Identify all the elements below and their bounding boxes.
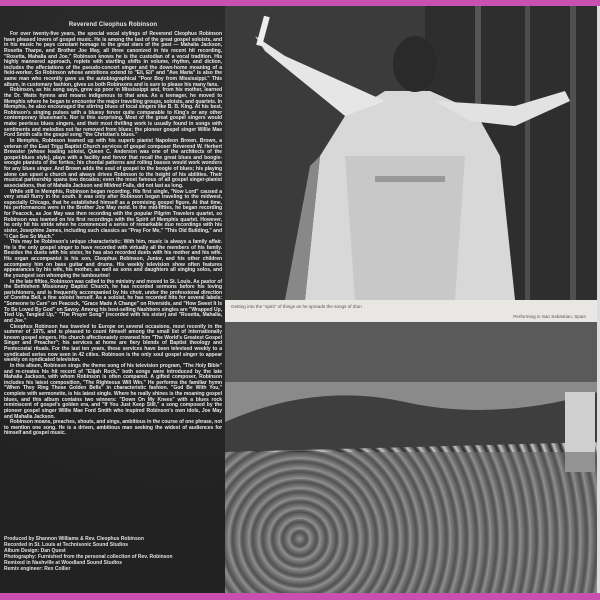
liner-notes-title: Reverend Cleophus Robinson	[68, 22, 158, 28]
credit-line: Album Design: Dan Quest	[4, 548, 66, 554]
credit-line: Photography: Furnished from the personal collection of Rev. Robinson	[4, 554, 173, 560]
singer-photo-graphic	[225, 6, 598, 300]
liner-paragraph: In this album, Robinson sings the theme song of his television program, "The Holy Bible" and re-creates his hit record of "Elijah Rock," both songs were introduced by the late Mahalia Jackson, with whom Robinson is often compared. A gifted composer, Robinson includes his latest composition, "The Righteous Will Win." He performs the familiar hymn "When They Ring Those Golden Bells" in characteristic fashion. "God Be With You," complete with sermonette, is his latest single. Where he really shines is the moaning gospel blues, and this album contains two winners: "Down On My Knees" with a blues rock reminiscent of gospel's golden era, and "If You Just Keep Still," a song composed by the pioneer gospel singer Willie Mae Ford Smith who inspired Robinson's own idols, Joe May and Mahalia Jackson.	[4, 362, 222, 420]
photo-singer-arms-outstretched	[225, 6, 598, 300]
liner-paragraph: In the late fifties, Robinson was called to the ministry and moved to St. Louis. As pastor of the Bethlehem Missionary Baptist Church, he has recorded sermons before his loving parishioners, and is frequently accompanied by his choir, under the professional direction of Coretha Bell, a fine soloist herself. As a soloist, he has recorded hits for several labels: "Someone to Care" on Peacock, "Grace Made A Change" on Riverside, and "How Sweet It Is To Be Loved By God" on Savoy. Among his best-selling Nashboro singles are "Wrapped Up, Tied Up, Tangled Up," "The Prayer Song" (recorded with his sister) and "Rosetta, Mahalia, and Joe."	[4, 278, 222, 324]
album-credits	[4, 536, 173, 572]
liner-paragraph: Robinson, as his song says, grew up poor in Mississippi and, from his mother, learned the Dr. Watts hymns and moans indigenous to that area. As a teenager, he moved to Memphis where he began to encounter the major travelling groups, soloists, and quartets. In Memphis, he also encouraged the stirring blues of local singers like B. B. King. At his best, Robinson's singing pulses with a bluesy fervor quite comparable to King's or any other contemporary bluesman's. Nor is this surprising. Most of the great gospel singers would make peerless blues singers, and their most thrilling work is usually found in songs with sentiments and melodies not far removed from blues; the pioneer gospel singer Willie Mae Ford Smith calls the gospel song "the Christian's blues."	[4, 87, 222, 139]
caption-bottom-photo: Performing in San Sebastian, Spain	[513, 314, 586, 319]
caption-strip	[225, 300, 598, 322]
liner-paragraph: Robinson moans, preaches, shouts, and sings, ambitious in the course of one phrase, not to mention one song. He is a driven, ambitious man seeking the widest of audiences for himself and gospel music.	[4, 419, 222, 437]
credit-line: Recorded in St. Louis at Technisonic Sound Studios	[4, 542, 129, 548]
liner-paragraph: In Memphis, Robinson teamed up with his superb pianist Napoleon Brown. Brown, a veteran of the East Trigg Baptist Church services of gospel composer Reverend W. Herbert Brewster (whose leading soloist, Queen C. Anderson was one of the architects of the gospel-blues style), plays with a facility and fervor that recall the great blues and boogie-woogie pianists of the forties; his chordal patterns and rolling basses would work wonders for any blues singer. And Brown adds the soul of gospel to the boogie of blues; his playing alone can upset a church and always drives Robinson to the height of his abilities. Their musical partnership spans two decades; even the most famous of all gospel singer-pianist associations, that of Mahalia Jackson and Mildred Falls, did not last as long.	[4, 137, 222, 189]
crowd-photo-graphic	[225, 322, 598, 593]
liner-paragraph: Cleophus Robinson has traveled to Europe on several occasions, most recently in the summer of 1975, and is pleased to count himself among the small list of internationally known gospel singers. His church affectionately crowned him "The World's Greatest Gospel Singer and Preacher"; his services at home are fiery blends of Baptist theology and Pentecostal rituals. For the last ten years, these services have been televised weekly to a syndicated series now seen in 42 cities. Robinson is the only soul gospel singer to appear weekly on syndicated television.	[4, 323, 222, 364]
liner-paragraph: For over twenty-five years, the special vocal stylings of Reverend Cleophus Robinson have pleased lovers of gospel music. He is among the last of the great gospel soloists, and in his music he pays constant homage to the great stars of the past — Mahalia Jackson, Rosetta Tharpe, and Brother Joe May, all three canonized in his recent hit recording, "Rosetta, Mahalia and Joe." Robinson knows he is the custodian of a vocal tradition. His highly mannered approach, replete with startling shifts in volume, rhythm, and diction, includes the affectations of the pseudo-concert singer and the down-home moaning of a field-worker. So Robinson whose ambitions extend to "Eli, Eli" and "Ave Maria" is also the same man who recently gave us the autobiographical "Poor Boy from Mississippi." This album, in customary fashion, gives us both Robinsons and is sure to please his many fans.	[4, 31, 222, 88]
credit-line: Remixed in Nashville at Woodland Sound Studios	[4, 560, 122, 566]
credit-line: Produced by Shannon Williams & Rev. Cleophus Robinson	[4, 536, 144, 542]
caption-top-photo: Getting into the "spirit" of things as he spreads the songs of Zion	[231, 304, 362, 309]
credit-line: Remix engineer: Rex Collier	[4, 566, 71, 572]
liner-paragraph: This may be Robinson's unique characteristic: With him, music is always a family affair. He is the only gospel singer to have recorded with virtually all the members of his family. Besides the duets with his sister, he has also recorded duets with his mother and his wife. His organ accompanist is his son, Cleophus Robinson, Junior, and his other children accompany him on bass guitar and drums. His weekly television show often features appearances by his wife, his mother, as well as sons and daughters all singing solos, and the youngest son whomping the tambourine!	[4, 239, 222, 279]
liner-notes	[4, 22, 222, 437]
photo-concert-crowd	[225, 322, 598, 593]
liner-paragraph: While still in Memphis, Robinson began recording. His first single, "Now Lord" caused a very small flurry in the south. It was only after Robinson began traveling to the midwest, especially Chicago, that he established himself as a promising gospel figure. At that time, his performances were in the Brother Joe May mold. In the mid-fifties, he began recording for Peacock, as Joe May was then recording with the popular Pilgrim Travelers quartet, so Robinson was teamed on his first recordings with the Spirit of Memphis quartet. However, he only hit his stride when he commenced a series of remarkable duo recordings with his sister, Josephine James, including such classics as "Pray For Me," "This Old Building," and "I Can See So Much."	[4, 188, 222, 240]
